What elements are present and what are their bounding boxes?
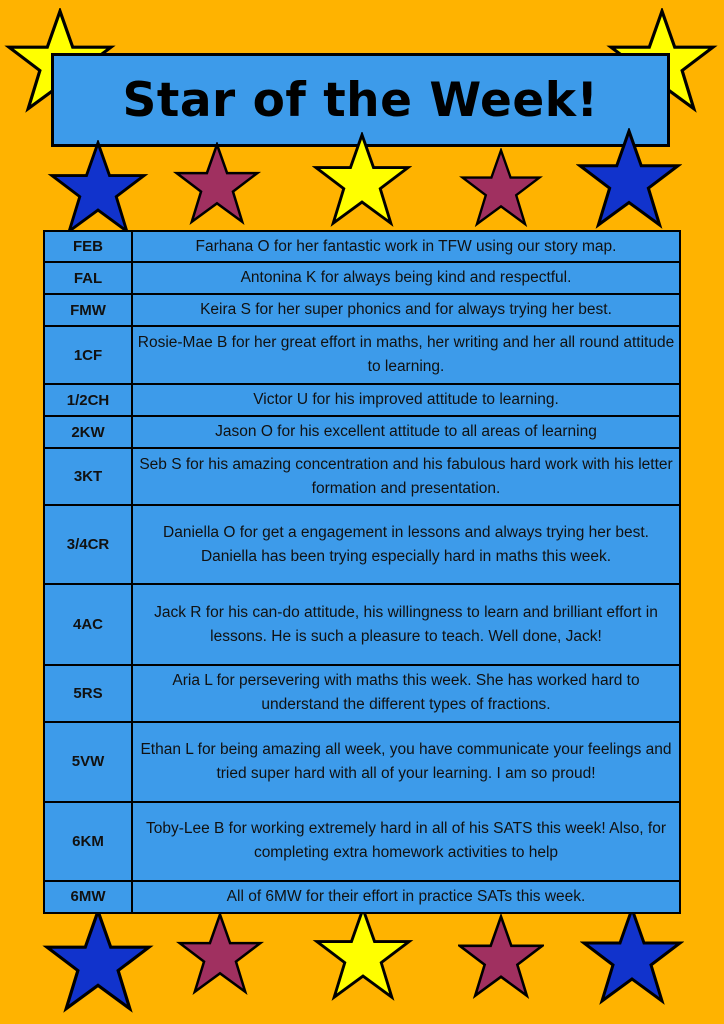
award-message: Aria L for persevering with maths this week. She has worked hard to understand the different types of fractions. [132,665,680,722]
blue-star-icon [576,128,682,230]
class-code: 1/2CH [44,384,132,416]
table-row [44,802,680,881]
class-code: 6MW [44,881,132,913]
award-message: Victor U for his improved attitude to learning. [132,384,680,416]
class-code: 2KW [44,416,132,448]
award-message: Keira S for her super phonics and for always trying her best. [132,294,680,326]
blue-star-icon [580,906,684,1006]
class-code: FEB [44,231,132,262]
table-row [44,262,680,294]
table-row [44,416,680,448]
table-row [44,294,680,326]
blue-star-icon [42,140,154,236]
table-row [44,881,680,913]
class-code: 5VW [44,722,132,802]
award-message: Daniella O for get a engagement in lessons and always trying her best. Daniella has been trying especially hard in maths this week. [132,505,680,584]
maroon-star-icon [458,148,544,228]
class-code: FMW [44,294,132,326]
class-code: 3KT [44,448,132,505]
table-row [44,448,680,505]
maroon-star-icon [172,142,262,226]
award-message: Toby-Lee B for working extremely hard in all of his SATS this week! Also, for completing extra homework activities to help [132,802,680,881]
class-code: 6KM [44,802,132,881]
class-code: 1CF [44,326,132,384]
award-message: Rosie-Mae B for her great effort in maths, her writing and her all round attitude to learning. [132,326,680,384]
award-message: All of 6MW for their effort in practice SATs this week. [132,881,680,913]
table-row [44,231,680,262]
table-row [44,584,680,664]
maroon-star-icon [458,914,544,1000]
award-message: Seb S for his amazing concentration and his fabulous hard work with his letter formation and presentation. [132,448,680,505]
class-code: FAL [44,262,132,294]
award-message: Ethan L for being amazing all week, you have communicate your feelings and tried super hard with all of your learning. I am so proud! [132,722,680,802]
yellow-star-icon [312,132,412,228]
page-title: Star of the Week! [122,72,599,128]
award-message: Antonina K for always being kind and respectful. [132,262,680,294]
blue-star-icon [42,908,154,1014]
yellow-star-icon [310,906,416,1002]
class-code: 5RS [44,665,132,722]
table-row [44,384,680,416]
class-code: 4AC [44,584,132,664]
maroon-star-icon [176,912,264,996]
table-row [44,722,680,802]
award-message: Jason O for his excellent attitude to all areas of learning [132,416,680,448]
class-code: 3/4CR [44,505,132,584]
awards-table [43,230,681,914]
award-message: Farhana O for her fantastic work in TFW using our story map. [132,231,680,262]
table-row [44,665,680,722]
award-message: Jack R for his can-do attitude, his willingness to learn and brilliant effort in lessons. He is such a pleasure to teach. Well done, Jack! [132,584,680,664]
table-row [44,326,680,384]
table-row [44,505,680,584]
